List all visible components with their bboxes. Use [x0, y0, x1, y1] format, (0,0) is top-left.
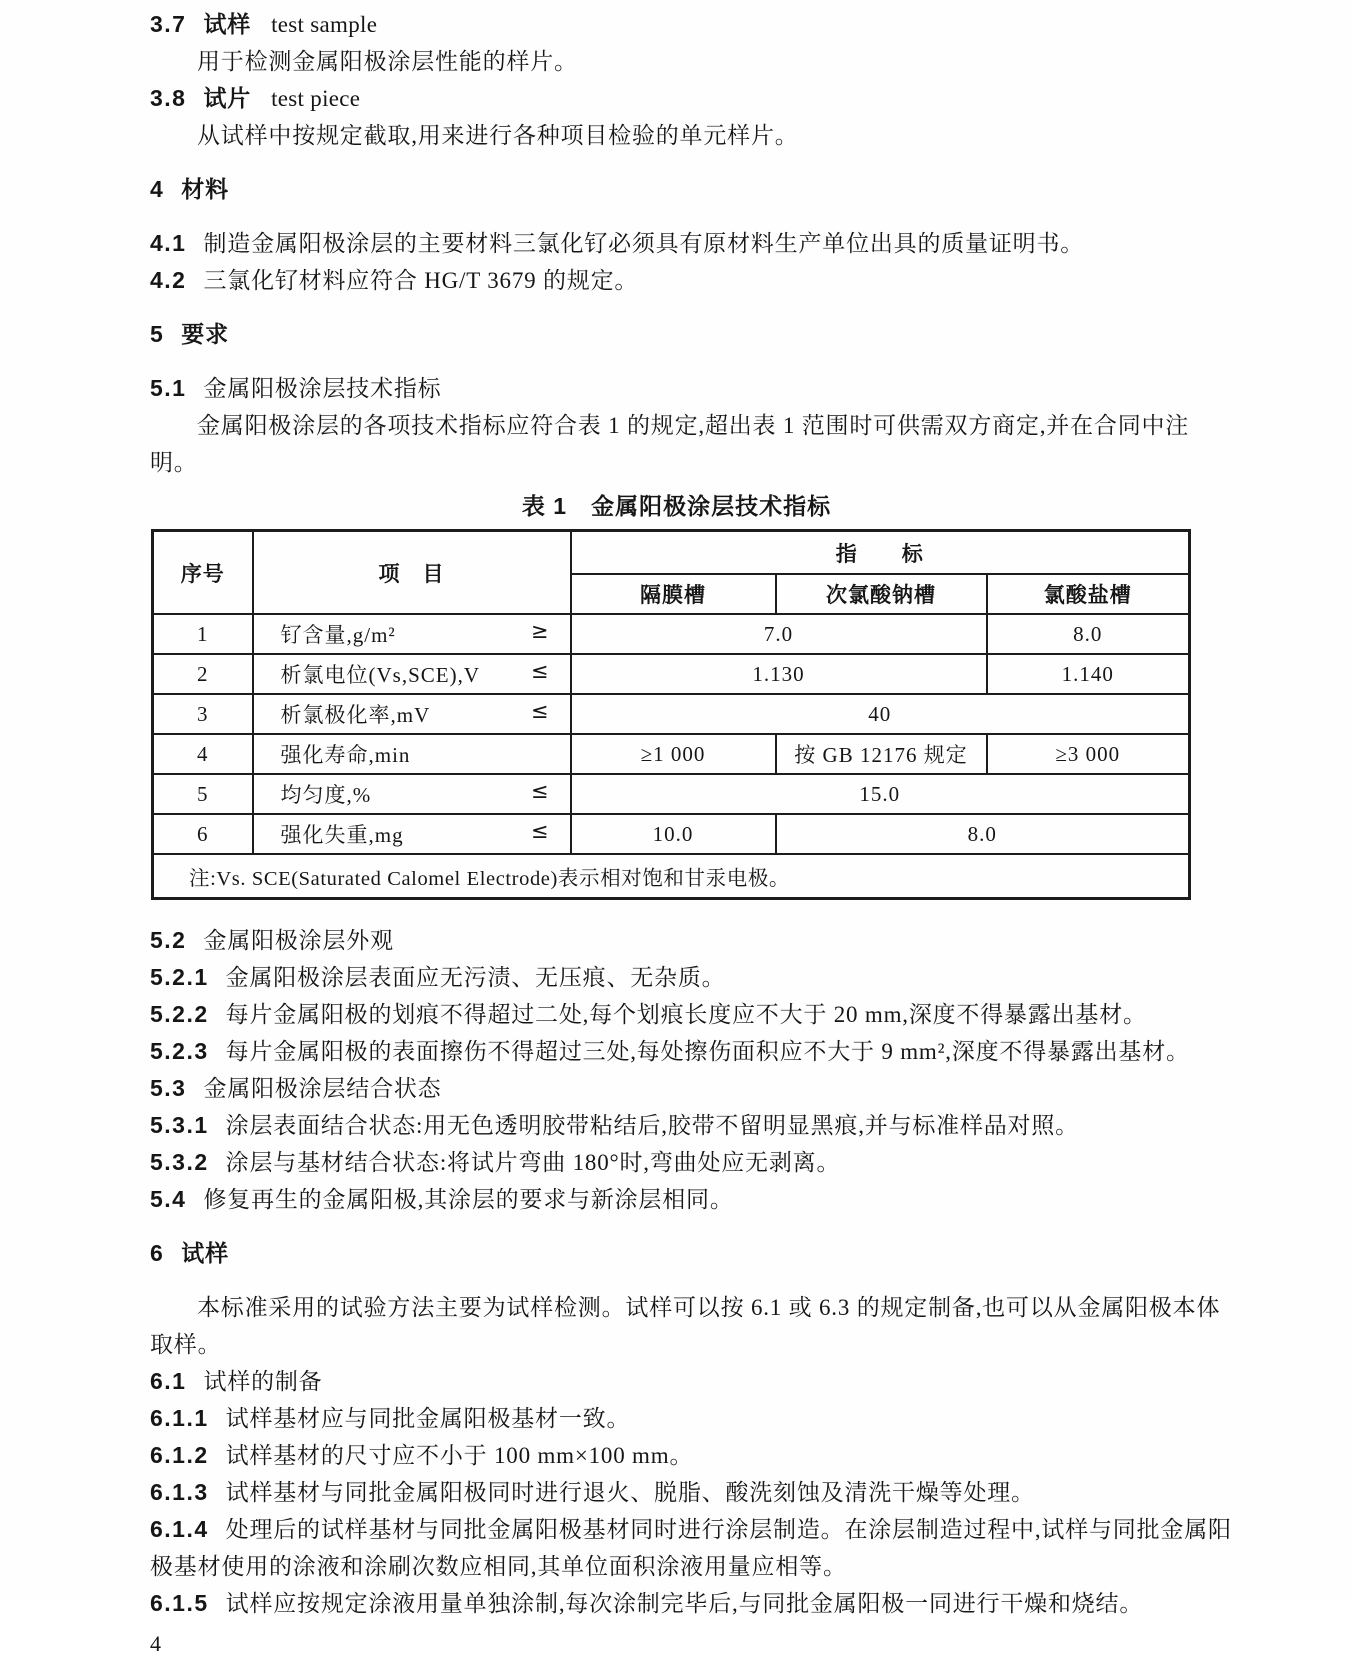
table-row-6: [153, 814, 1190, 854]
clause-4-1: [150, 225, 1233, 262]
clause-6-1-1: [150, 1400, 1233, 1437]
table-row-1: [153, 614, 1190, 654]
clause-number: 6.1.1: [150, 1405, 209, 1431]
cell-value: 8.0: [987, 614, 1190, 654]
clause-text: 试样基材与同批金属阳极同时进行退火、脱脂、酸洗刻蚀及清洗干燥等处理。: [225, 1480, 1035, 1505]
cell-value: 40: [571, 694, 1190, 734]
header-cell-diaphragm-cell: 隔膜槽: [571, 574, 776, 614]
clause-5-3-2: [150, 1144, 1233, 1181]
cell-value: ≥3 000: [987, 734, 1190, 774]
clause-6-1-2: [150, 1437, 1233, 1474]
section-number: 6: [150, 1240, 165, 1266]
header-cell-hypochlorite-cell: 次氯酸钠槽: [776, 574, 987, 614]
clause-5-2-3: [150, 1033, 1233, 1070]
clause-6-1-4: [150, 1511, 1233, 1585]
table-row-2: [153, 654, 1190, 694]
cell-no: 6: [153, 814, 253, 854]
section-title: 要求: [181, 321, 229, 347]
table-note-row: [153, 854, 1190, 899]
clause-number: 5.3.2: [150, 1149, 209, 1175]
table-header-row-1: [153, 531, 1190, 575]
clause-5-1-body: 金属阳极涂层的各项技术指标应符合表 1 的规定,超出表 1 范围时可供需双方商定,并在合同中注明。: [150, 413, 1190, 475]
section-6-heading: [150, 1235, 1233, 1272]
table-1-caption: 表 1 金属阳极涂层技术指标: [521, 493, 832, 519]
section-number: 4: [150, 176, 165, 202]
clause-number: 3.7: [150, 11, 187, 37]
clause-text: 金属阳极涂层技术指标: [203, 376, 442, 401]
header-cell-item: 项 目: [253, 531, 571, 615]
cell-no: 2: [153, 654, 253, 694]
cell-value: ≥1 000: [571, 734, 776, 774]
cell-value: 10.0: [571, 814, 776, 854]
clause-number: 5.2.2: [150, 1001, 209, 1027]
cell-no: 4: [153, 734, 253, 774]
section-5-heading: [150, 316, 1233, 353]
clause-5-4: [150, 1181, 1233, 1218]
cell-no: 3: [153, 694, 253, 734]
clause-number: 5.2.3: [150, 1038, 209, 1064]
section-number: 5: [150, 321, 165, 347]
section-title: 试样: [181, 1240, 229, 1266]
clause-number: 4.1: [150, 230, 187, 256]
clause-number: 5.3: [150, 1075, 187, 1101]
cell-value: 按 GB 12176 规定: [776, 734, 987, 774]
clause-5-2-1: [150, 959, 1233, 996]
table-row-4: [153, 734, 1190, 774]
clause-text: 涂层与基材结合状态:将试片弯曲 180°时,弯曲处应无剥离。: [225, 1150, 841, 1175]
clause-5-2: [150, 922, 1233, 959]
item-label: 析氯电位(Vs,SCE),V: [280, 663, 481, 687]
clause-3-7: [150, 6, 1233, 43]
header-cell-index: 指 标: [571, 531, 1190, 575]
item-label: 析氯极化率,mV: [280, 703, 431, 727]
cell-item: [253, 814, 571, 854]
clause-number: 6.1: [150, 1368, 187, 1394]
cell-item: [253, 774, 571, 814]
section-6-intro: 本标准采用的试验方法主要为试样检测。试样可以按 6.1 或 6.3 的规定制备,也可以从金属阳极本体取样。: [150, 1295, 1221, 1357]
clause-text: 金属阳极涂层外观: [203, 928, 394, 953]
clause-number: 5.2.1: [150, 964, 209, 990]
clause-number: 5.2: [150, 927, 187, 953]
clause-term-en: test sample: [271, 12, 378, 37]
clause-6-1-5: [150, 1585, 1233, 1622]
clause-text: 金属阳极涂层表面应无污渍、无压痕、无杂质。: [225, 965, 726, 990]
clause-term-en: test piece: [271, 86, 361, 111]
item-label: 钌含量,g/m²: [280, 623, 396, 647]
cell-no: 5: [153, 774, 253, 814]
table-row-3: [153, 694, 1190, 734]
clause-3-7-definition: 用于检测金属阳极涂层性能的样片。: [197, 49, 578, 74]
table-note: 注:Vs. SCE(Saturated Calomel Electrode)表示相对饱和甘汞电极。: [153, 854, 1190, 899]
clause-number: 5.3.1: [150, 1112, 209, 1138]
clause-number: 6.1.2: [150, 1442, 209, 1468]
le-symbol: ≤: [530, 699, 550, 723]
cell-value: 1.140: [987, 654, 1190, 694]
cell-item: [253, 734, 571, 774]
table-1-technical-specs: [151, 529, 1191, 900]
clause-term-cn: 试样: [203, 11, 252, 37]
section-4-heading: [150, 171, 1233, 208]
cell-value: 15.0: [571, 774, 1190, 814]
clause-3-8-definition: 从试样中按规定截取,用来进行各种项目检验的单元样片。: [197, 123, 799, 148]
clause-number: 4.2: [150, 267, 187, 293]
clause-text: 试样基材应与同批金属阳极基材一致。: [225, 1406, 631, 1431]
cell-item: [253, 694, 571, 734]
header-cell-chlorate-cell: 氯酸盐槽: [987, 574, 1190, 614]
le-symbol: ≤: [530, 779, 550, 803]
clause-text: 修复再生的金属阳极,其涂层的要求与新涂层相同。: [203, 1187, 734, 1212]
header-cell-no: 序号: [153, 531, 253, 615]
clause-number: 6.1.5: [150, 1590, 209, 1616]
clause-text: 金属阳极涂层结合状态: [203, 1076, 442, 1101]
item-label: 均匀度,%: [280, 783, 372, 807]
cell-item: [253, 654, 571, 694]
clause-text: 试样基材的尺寸应不小于 100 mm×100 mm。: [225, 1443, 694, 1468]
clause-3-8: [150, 80, 1233, 117]
clause-5-3: [150, 1070, 1233, 1107]
page-number: 4: [150, 1631, 161, 1656]
cell-item: [253, 614, 571, 654]
clause-text: 制造金属阳极涂层的主要材料三氯化钌必须具有原材料生产单位出具的质量证明书。: [203, 231, 1085, 256]
le-symbol: ≤: [530, 659, 550, 683]
clause-number: 5.1: [150, 375, 187, 401]
cell-value: 1.130: [571, 654, 987, 694]
clause-text: 处理后的试样基材与同批金属阳极基材同时进行涂层制造。在涂层制造过程中,试样与同批金属阳极基材使用的涂液和涂刷次数应相同,其单位面积涂液用量应相等。: [150, 1517, 1232, 1579]
section-title: 材料: [181, 176, 229, 202]
clause-number: 6.1.4: [150, 1516, 209, 1542]
clause-text: 试样的制备: [203, 1369, 323, 1394]
clause-text: 涂层表面结合状态:用无色透明胶带粘结后,胶带不留明显黑痕,并与标准样品对照。: [225, 1113, 1079, 1138]
clause-5-3-1: [150, 1107, 1233, 1144]
item-label: 强化失重,mg: [280, 823, 404, 847]
clause-term-cn: 试片: [203, 85, 252, 111]
clause-text: 每片金属阳极的划痕不得超过二处,每个划痕长度应不大于 20 mm,深度不得暴露出基材。: [225, 1002, 1147, 1027]
clause-6-1: [150, 1363, 1233, 1400]
table-row-5: [153, 774, 1190, 814]
clause-number: 6.1.3: [150, 1479, 209, 1505]
le-symbol: ≤: [530, 819, 550, 843]
clause-5-2-2: [150, 996, 1233, 1033]
item-label: 强化寿命,min: [280, 743, 411, 767]
clause-6-1-3: [150, 1474, 1233, 1511]
clause-number: 5.4: [150, 1186, 187, 1212]
ge-symbol: ≥: [530, 619, 550, 643]
clause-number: 3.8: [150, 85, 187, 111]
cell-no: 1: [153, 614, 253, 654]
cell-value: 8.0: [776, 814, 1190, 854]
cell-value: 7.0: [571, 614, 987, 654]
clause-4-2: [150, 262, 1233, 299]
clause-text: 试样应按规定涂液用量单独涂制,每次涂制完毕后,与同批金属阳极一同进行干燥和烧结。: [225, 1591, 1144, 1616]
clause-5-1: [150, 370, 1233, 407]
clause-text: 每片金属阳极的表面擦伤不得超过三处,每处擦伤面积应不大于 9 mm²,深度不得暴露出基材。: [225, 1039, 1190, 1064]
clause-text: 三氯化钌材料应符合 HG/T 3679 的规定。: [203, 268, 639, 293]
